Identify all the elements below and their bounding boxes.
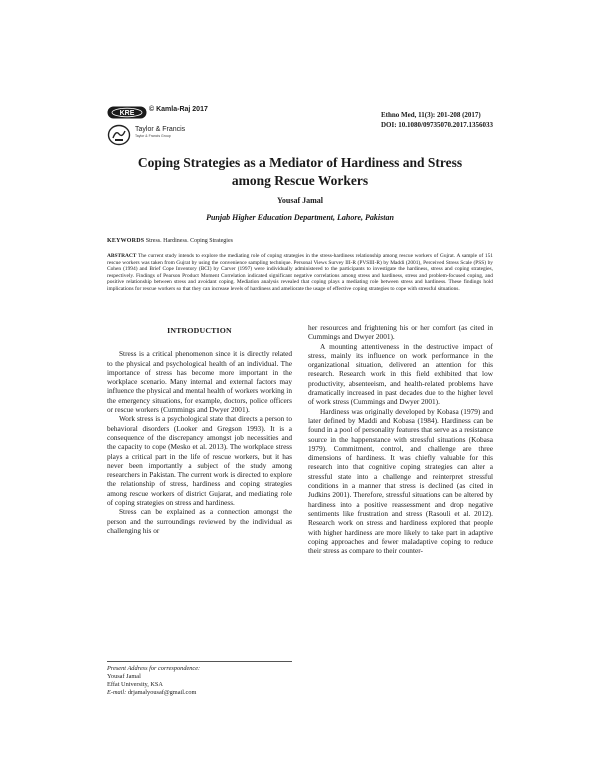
paragraph: Stress is a critical phenomenon since it is directly related to the physical and psychological health of an individual. The importance of stress has become more important in the workplace scenario. Many internal and external factors may influence the physical and mental health of workers working in the emergency situations, for example, doctors, police officers or rescue workers (Cummings and Dwyer 2001). [107, 349, 292, 415]
correspondence-footnote [107, 661, 292, 697]
article-title [100, 154, 500, 190]
publisher-subtitle: Taylor & Francis Group [135, 134, 171, 138]
keywords-section [107, 237, 493, 245]
email-address[interactable]: drjamalyousaf@gmail.com [127, 689, 197, 696]
journal-info [381, 110, 493, 130]
doi: DOI: 10.1080/09735070.2017.1356033 [381, 121, 493, 129]
title-line-2: among Rescue Workers [231, 173, 369, 188]
section-heading-introduction: INTRODUCTION [167, 326, 232, 335]
keywords-label: KEYWORDS [107, 238, 145, 244]
abstract-section [107, 253, 493, 292]
correspondence-label: Present Address for correspondence: [107, 665, 201, 672]
correspondence-email-line [107, 689, 292, 697]
paragraph: Stress can be explained as a connection amongst the person and the surroundings reviewed by the individual as challenging his or [107, 507, 292, 535]
paragraph: Work stress is a psychological state that directs a person to behavioral disorders (Looker and Gregson 1993). It is a consequence of the discrepancy amongst job necessities and the capacity to cope (Mesko et al. 2013). The workplace stress plays a critical part in the life of rescue workers, but it has never been importantly a subject of the study among researchers in Pakistan. The current work is directed to explore the relationship of stress, hardiness and coping strategies among rescue workers of district Gujarat, and mediating role of coping strategies on stress and hardiness. [107, 414, 292, 508]
author-name: Yousaf Jamal [276, 196, 323, 205]
right-column [308, 323, 493, 555]
taylor-francis-logo-icon [107, 124, 131, 146]
kre-logo-icon [107, 106, 147, 119]
keywords-text: Stress. Hardiness. Coping Strategies [145, 238, 233, 244]
abstract-text: The current study intends to explore the mediating role of coping strategies in the stress-hardiness relationship among rescue workers of Gujrat. A sample of 151 rescue workers was taken from Gujrat by using the convenience sampling technique. Personal Views Survey III-R (PVSIII-R) by Maddi (2001), Perceived Stress Scale (PSS) by Cohen (1994) and Brief Cope Inventory (BCI) by Carver (1997) were individually administered to the participants to investigate the hardiness, stress and coping strategies, respectively. Findings of Pearson Product Moment Correlation indicated significant negative correlations among stress and hardiness, stress and problem-focused coping, and positive relationship between stress and avoidant coping. Mediation analysis revealed that coping plays a mediating role between stress and hardiness. These findings hold implications for rescue workers so that they can increase levels of hardiness and ameliorate the usage of effective coping strategies to cope with stressful situations. [107, 253, 493, 292]
page-header [0, 0, 600, 140]
paragraph: Hardiness was originally developed by Kobasa (1979) and later defined by Maddi and Kobasa (1984). Hardiness can be found in a pool of personality features that serve as a resistance source in the happenstance with stressful situations (Kobasa 1979). Commitment, control, and challenge are three dimensions of hardiness. It was chiefly valuable for this research into that cognitive coping strategies can alter a stressful state into a challenge and reinterpret stressful conditions in a manner that stress is declined (as cited in Judkins 2001). Therefore, stressful situations can be altered by hardiness into a positive reassessment and drop negative sentiments like frustration and stress (Rasouli et al. 2012). Research work on stress and hardiness explored that people with higher hardiness are more likely to take part in adaptive coping approaches and fewer maladaptive coping to reduce their stress as compare to their counter- [308, 406, 493, 556]
title-line-1: Coping Strategies as a Mediator of Hardiness and Stress [137, 155, 463, 170]
paragraph-continued: her resources and frightening his or her comfort (as cited in Cummings and Dwyer 2001). [308, 323, 493, 342]
publisher-name: Taylor & Francis [135, 126, 186, 133]
correspondence-name: Yousaf Jamal [107, 673, 141, 680]
email-label: E-mail: [107, 689, 127, 696]
abstract-label: ABSTRACT [107, 253, 137, 259]
journal-citation: Ethno Med, 11(3): 201-208 (2017) [381, 111, 481, 119]
author-affiliation: Punjab Higher Education Department, Lahore, Pakistan [206, 213, 394, 222]
left-column [107, 322, 292, 535]
kre-logo-text: KRE [119, 110, 135, 117]
correspondence-institution: Effat University, KSA [107, 681, 163, 688]
kre-copyright: © Kamla-Raj 2017 [149, 106, 208, 113]
paragraph: A mounting attentiveness in the destructive impact of stress, mainly its influence on work performance in the organizational situation, delivered an attention for this research. Research work in this field exhibited that low productivity, absenteeism, and health-related problems have dramatically increased in past decades due to the higher level of work stress (Cummings and Dwyer 2001). [308, 341, 493, 407]
